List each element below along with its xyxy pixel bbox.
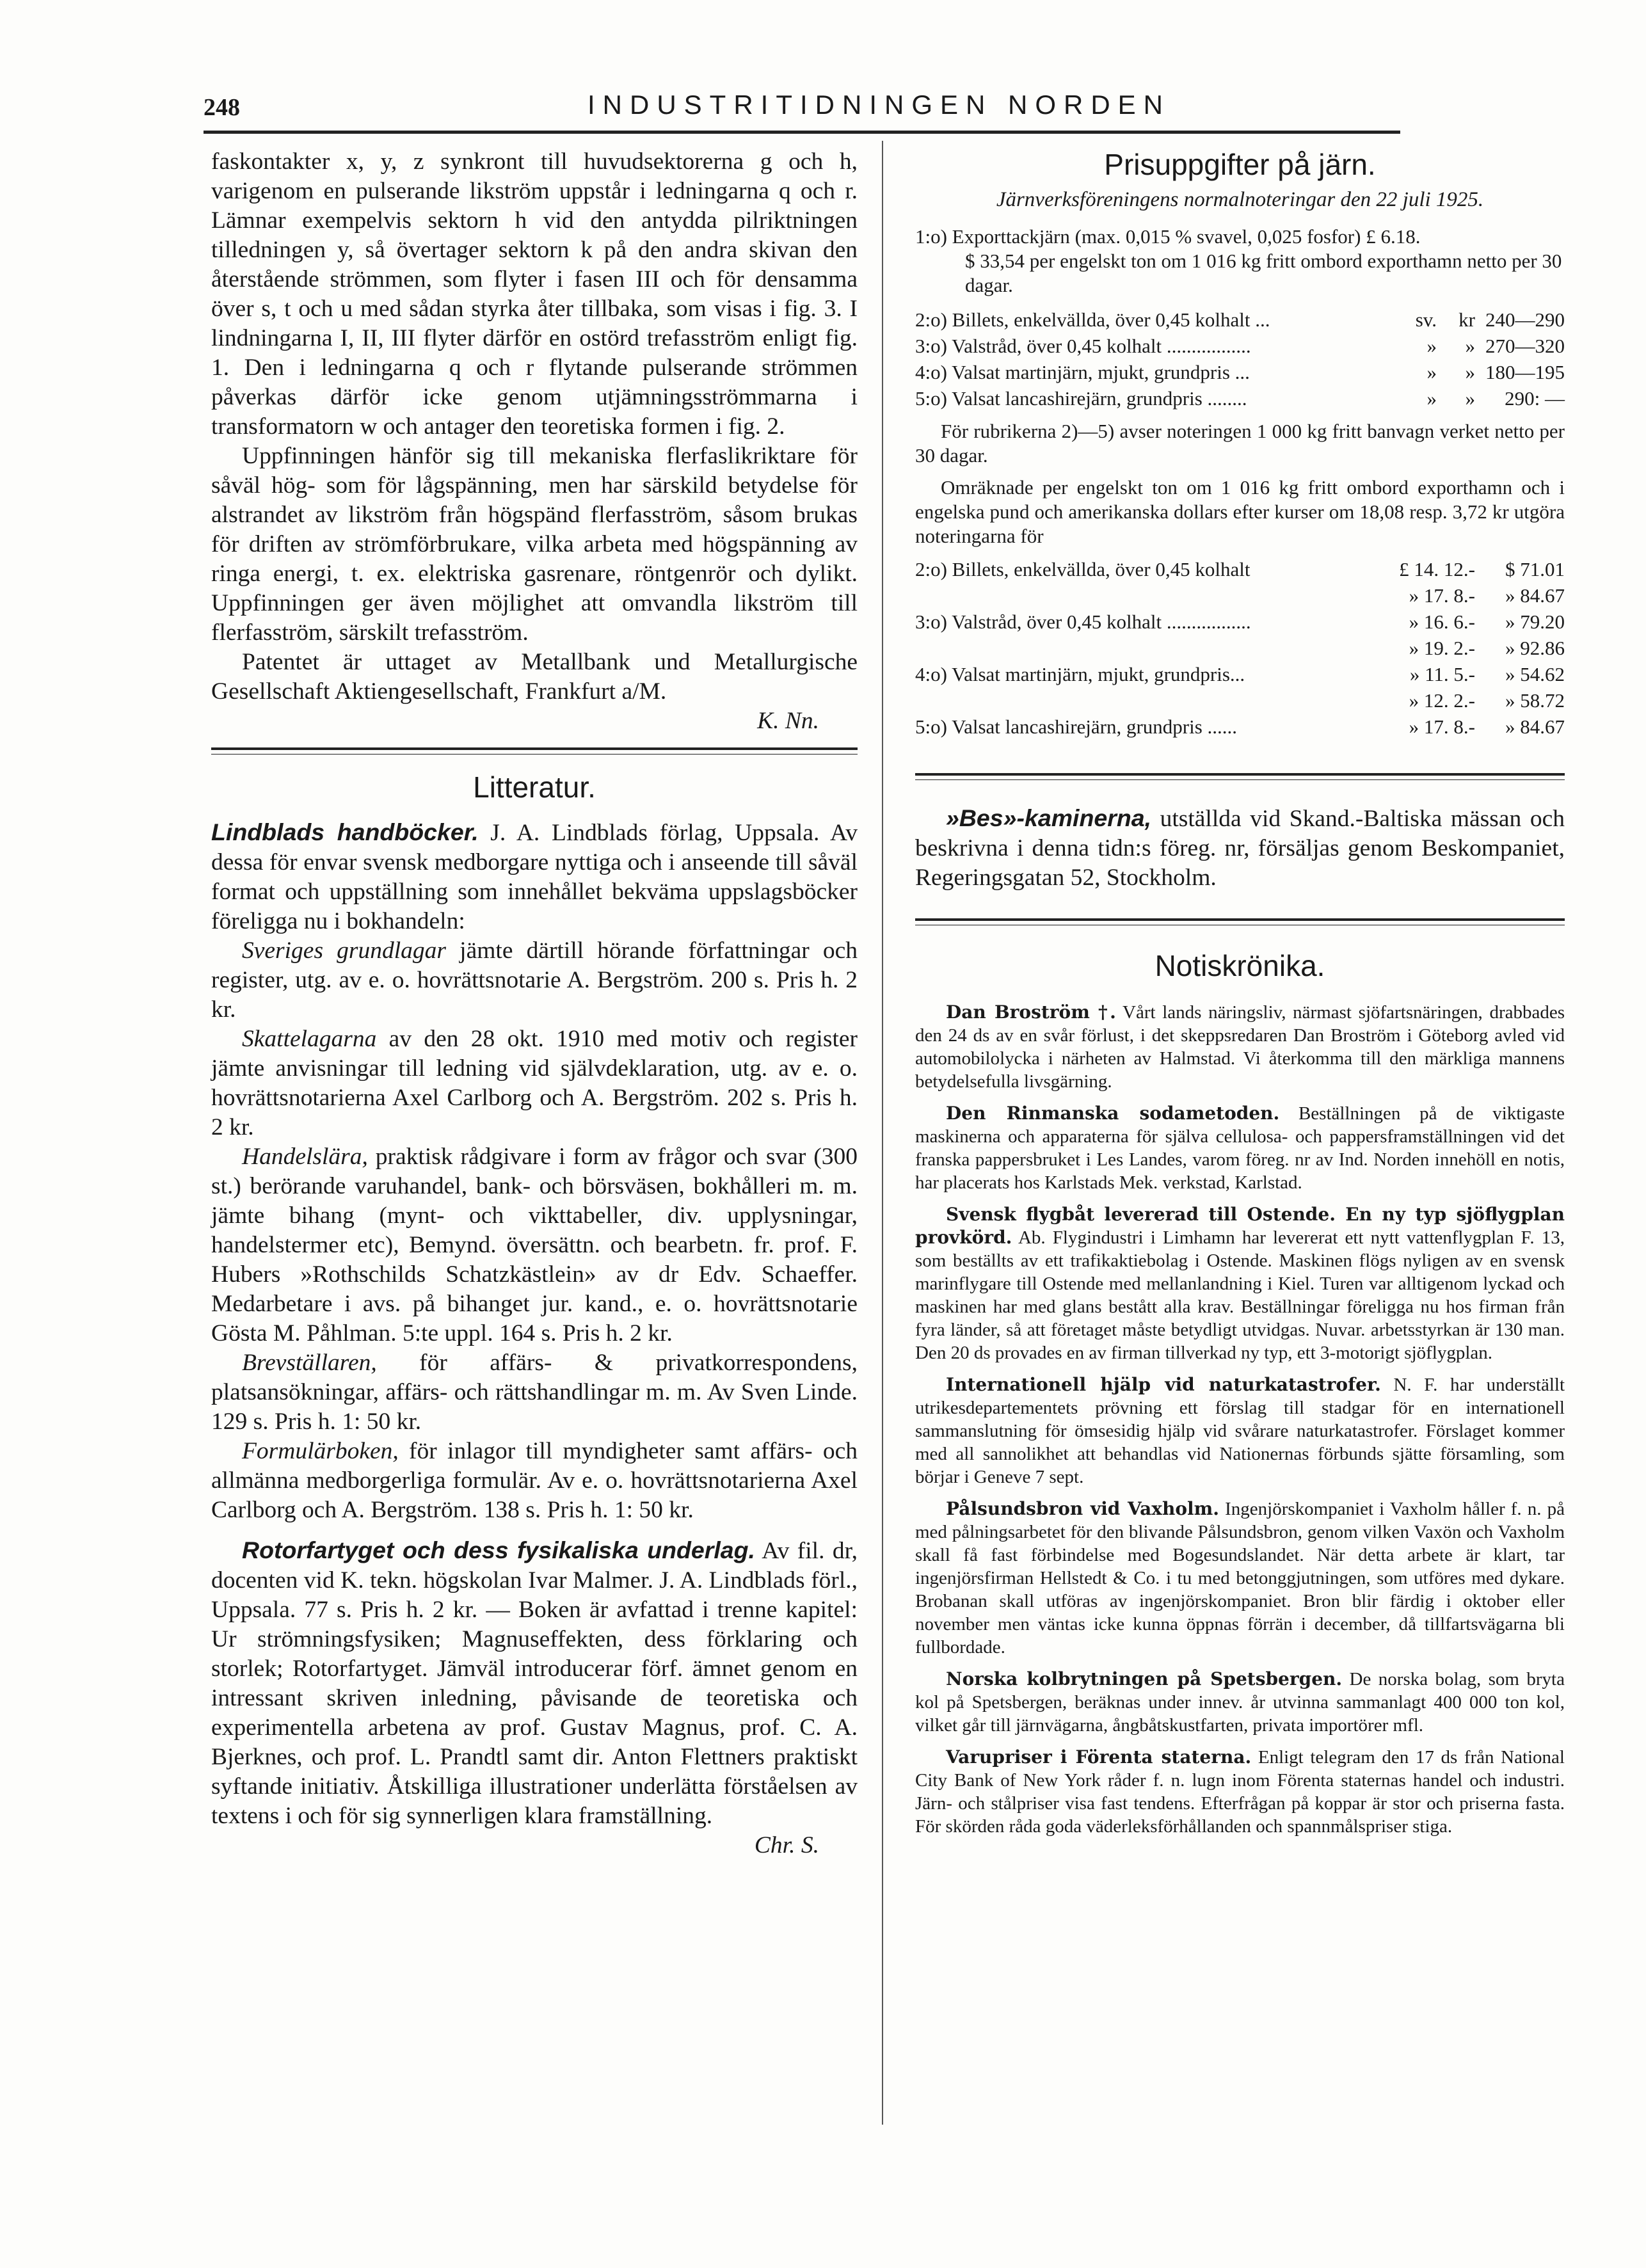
section-rule (915, 773, 1565, 780)
notice-text: Beställningen på de viktigaste maskinerna och apparaterna för själva cellulosa- och pappersframställningen vid det franska pappersbruket i Les Landes, varom föreg. nr av Ind. Norden innehöll en notis, har placerats hos Karlstads Mek. verkstad, Karlstad. (915, 1103, 1565, 1193)
notice-text: Ingenjörskompaniet i Vaxholm håller f. n. på med pålningsarbetet för den blivande Pålsundsbron, genom vilken Vaxön och Vaxholm skall få fast förbindelse med Bogesundslandet. När detta arbete är klart, tar ingenjörsfirman Hellstedt & Co. i tu med betonggjutningen, som utföres med dykare. Brobanan skall utföras av ingenjörskompaniet. Bron blir färdig i oktober eller november men väntas icke kunna öppnas förrän i december, då tillfartsvägarna bli fullbordade. (915, 1499, 1565, 1657)
book-entry (211, 1142, 858, 1348)
rotor-title: Rotorfartyget och dess fysikaliska underlag. (242, 1537, 755, 1563)
export-line-2: $ 33,54 per engelskt ton om 1 016 kg fritt ombord exporthamn netto per 30 dagar. (965, 250, 1562, 296)
book-text: för inlagor till myndigheter samt affärs- och allmänna medborgerliga formulär. Av e. o. hovrättsnotarierna Axel Carlborg och A. Bergström. 138 s. Pris h. 1: 50 kr. (211, 1438, 858, 1523)
price-table-gbp-usd (915, 556, 1565, 740)
notice-item (915, 1668, 1565, 1737)
page-number: 248 (204, 94, 240, 121)
notice-title: Pålsundsbron vid Vaxholm. (946, 1498, 1219, 1519)
rotor-text: Av fil. dr, docenten vid K. tekn. högskolan Ivar Malmer. J. A. Lindblads förl., Uppsala. 77 s. Pris h. 2 kr. — Boken är avfattad i trenne kapitel: Ur strömningsfysiken; Magnuseffekten, dess förklaring och storlek; Rotorfartyget. Jämväl introducerar förf. ämnet genom en intressant skriven inledning, påvisande de teoretiska och experimentella arbetena av prof. Gustav Magnus, prof. C. A. Bjerknes, och prof. L. Prandtl samt dir. Anton Flettners praktiskt syftande initiativ. Åtskilliga illustrationer underlätta förståelsen av textens i och för sig synnerligen klara framställning. (211, 1538, 858, 1829)
section-rule (211, 747, 858, 755)
right-column (915, 147, 1565, 1847)
book-text: praktisk rådgivare i form av frågor och svar (300 st.) berörande varuhandel, bank- och börsväsen, bokhålleri m. m. jämte bihang (mynt- och vikttabeller, div. upplysningar, handelstermer etc), Bemynd. översättn. och bearbetn. fr. prof. F. Hubers »Rothschilds Schatzkästlein» av dr Edv. Schaeffer. Medarbetare i avs. på bihanget jur. kand., e. o. hovrättsnotarie Gösta M. Påhlman. 5:te uppl. 164 s. Pris h. 2 kr. (211, 1144, 858, 1346)
left-column (211, 147, 858, 1860)
table-row: 5:o) Valsat lancashirejärn, grundpris ...... » 17. 8.- » 84.67 (915, 715, 1565, 738)
patent-paragraph-3: Patentet är uttaget av Metallbank und Metallurgische Gesellschaft Aktiengesellschaft, Frankfurt a/M. (211, 649, 858, 705)
bes-notice (915, 803, 1565, 893)
rotor-entry (211, 1535, 858, 1831)
book-text: av den 28 okt. 1910 med motiv och register jämte anvisningar till ledning vid självdeklaration, utg. av e. o. hovrättsnotarierna Axel Carlborg och A. Bergström. 202 s. Pris h. 2 kr. (211, 1026, 858, 1140)
patent-signature: K. Nn. (757, 708, 819, 734)
notice-text: Enligt telegram den 17 ds från National City Bank of New York råder f. n. lugn inom Förenta staternas handel och industri. Järn- och stålpriser visa fast tendens. Efterfrågan på koppar är stor och priserna fasta. För skörden råda goda väderleksförhållanden och spannmålspriser stiga. (915, 1747, 1565, 1837)
book-entry (211, 1437, 858, 1525)
notis-heading: Notiskrönika. (1155, 949, 1325, 982)
litteratur-heading: Litteratur. (473, 771, 596, 804)
table-row: 4:o) Valsat martinjärn, mjukt, grundpris ... » » 180—195 (915, 361, 1565, 383)
book-entry (211, 1348, 858, 1437)
table-row: » 12. 2.- » 58.72 (1409, 689, 1565, 712)
export-line-1: 1:o) Exporttackjärn (max. 0,015 % svavel, 0,025 fosfor) £ 6.18. (915, 225, 1421, 248)
pris-heading: Prisuppgifter på järn. (1104, 148, 1376, 181)
rotor-signature: Chr. S. (754, 1832, 819, 1858)
lindblad-title: Lindblads handböcker. (211, 819, 479, 845)
header-rule (204, 131, 1400, 134)
notice-item (915, 1203, 1565, 1364)
section-rule (915, 918, 1565, 925)
pris-note-1: För rubrikerna 2)—5) avser noteringen 1 000 kg fritt banvagn verket netto per 30 dagar. (915, 420, 1565, 467)
notice-text: N. F. har underställt utrikesdepartementets prövning ett förslag till stadgar för en internationell sammanslutning för ömsesidig hjälp vid svårare naturkatastrofer. Förslaget kommer med all sannolikhet att behandlas vid Nationernas förbunds sjätte församling, som börjar i Geneve 7 sept. (915, 1375, 1565, 1487)
notice-title: Den Rinmanska sodametoden. (946, 1103, 1280, 1124)
table-row: 2:o) Billets, enkelvällda, över 0,45 kolhalt £ 14. 12.- $ 71.01 (915, 558, 1565, 580)
patent-paragraph-1: faskontakter x, y, z synkront till huvudsektorerna g och h, varigenom en pulserande likström uppstår i ledningarna q och r. Lämnar exempelvis sektorn h vid den antydda pilriktningen tilledningen y, så övertager sektorn k på den andra skivan den återstående strömmen, som flyter i fasen III och för densamma över s, t och u med sådan styrka åter tillbaka, som visas i fig. 3. I lindningarna I, II, III flyter därför en ostörd trefasström enligt fig. 1. Den i ledningarna q och r flytande pulserande strömmen påverkas därför icke genom utjämningsströmmarna i transformatorn w och antager den teoretiska formen i fig. 2. (211, 148, 858, 440)
journal-title: INDUSTRITIDNINGEN NORDEN (587, 90, 1171, 120)
book-title: Handelslära, (242, 1144, 368, 1170)
column-divider (882, 141, 883, 2125)
notice-title: Internationell hjälp vid naturkatastrofer. (946, 1374, 1381, 1395)
table-row: 5:o) Valsat lancashirejärn, grundpris ........ » » 290: — (915, 387, 1565, 410)
bes-title: »Bes»-kaminerna, (946, 804, 1152, 831)
notice-text: Ab. Flygindustri i Limhamn har levererat ett nytt vattenflygplan F. 13, som beställts av ett trafikaktiebolag i Ostende. Maskinen flögs nyligen av en svensk marinflygare till Ostende med mellanlandning i Kiel. Turen var alltigenom lyckad och maskinen har med glans bestått alla krav. Beställningar föreligga nu hos firman från fyra länder, så att företaget måste betydligt utvidgas. Nuvar. arbetsstyrkan är 130 man. Den 20 ds provades en av firman tillverkad ny typ, ett 3-motorigt sjöflygplan. (915, 1227, 1565, 1363)
notice-text: De norska bolag, som bryta kol på Spetsbergen, beräknas under innev. år utvinna sammanlagt 400 000 ton kol, vilket går till järnvägarna, ångbåtskustfarten, privata importörer mfl. (915, 1669, 1565, 1736)
table-row: » 17. 8.- » 84.67 (1409, 584, 1565, 607)
notice-text: Vårt lands näringsliv, närmast sjöfartsnäringen, drabbades den 24 ds av en svår förlust, i det skeppsredaren Dan Broström i Göteborg avled vid automobilolycka i närheten av Halmstad. Vi återkomma till den märkliga mannens betydelsefulla livsgärning. (915, 1002, 1565, 1092)
lindblad-text: J. A. Lindblads förlag, Uppsala. Av dessa för envar svensk medborgare nyttiga och i anseende till såväl format och uppställning som innehållet bekväma uppslagsböcker föreligga nu i bokhandeln: (211, 820, 858, 934)
book-text: jämte därtill hörande författningar och register, utg. av e. o. hovrättsnotarie A. Bergström. 200 s. Pris h. 2 kr. (211, 938, 858, 1023)
book-entry (211, 1025, 858, 1142)
notice-title: Varupriser i Förenta staterna. (946, 1746, 1252, 1768)
table-row: 2:o) Billets, enkelvällda, över 0,45 kolhalt ... sv. kr 240—290 (915, 308, 1565, 331)
notice-title: Svensk flygbåt levererad till Ostende. En ny typ sjöflygplan provkörd. (915, 1204, 1565, 1248)
book-entry (211, 936, 858, 1025)
book-title: Sveriges grundlagar (242, 938, 447, 964)
notice-title: Dan Broström †. (946, 1002, 1116, 1023)
book-title: Brevställaren, (242, 1350, 377, 1376)
notice-title: Norska kolbrytningen på Spetsbergen. (946, 1668, 1343, 1689)
lindblad-entry (211, 817, 858, 936)
table-row: 3:o) Valstråd, över 0,45 kolhalt ................. » » 270—320 (915, 335, 1565, 357)
table-row: » 19. 2.- » 92.86 (1409, 637, 1565, 659)
table-row: 4:o) Valsat martinjärn, mjukt, grundpris... » 11. 5.- » 54.62 (915, 663, 1565, 685)
notice-item (915, 1497, 1565, 1659)
notice-item (915, 1001, 1565, 1093)
book-text: för affärs- & privatkorrespondens, platsansökningar, affärs- och rättshandlingar m. m. Av Sven Linde. 129 s. Pris h. 1: 50 kr. (211, 1350, 858, 1435)
pris-subtitle: Järnverksföreningens normalnoteringar den 22 juli 1925. (996, 188, 1484, 211)
price-table-sek (915, 307, 1565, 411)
notice-item (915, 1102, 1565, 1194)
notice-item (915, 1746, 1565, 1838)
notice-item (915, 1373, 1565, 1489)
bes-text: utställda vid Skand.-Baltiska mässan och beskrivna i denna tidn:s föreg. nr, försäljas genom Beskompaniet, Regeringsgatan 52, Stockholm. (915, 806, 1565, 891)
patent-paragraph-2: Uppfinningen hänför sig till mekaniska flerfaslikriktare för såväl hög- som för lågspänning, men har särskild betydelse för alstrandet av likström från högspänd flerfasström, såsom brukas för driften av strömförbrukare, vilka arbeta med högspänning av ringa energi, t. ex. elektriska gasrenare, röntgenrör och dylikt. Uppfinningen ger även möjlighet att omvandla likström till flerfasström, särskilt trefasström. (211, 443, 858, 646)
table-row: 3:o) Valstråd, över 0,45 kolhalt ................. » 16. 6.- » 79.20 (915, 611, 1565, 633)
book-title: Formulärboken, (242, 1438, 399, 1464)
pris-note-2: Omräknade per engelskt ton om 1 016 kg fritt ombord exporthamn och i engelska pund och amerikanska dollars efter kurser om 18,08 resp. 3,72 kr utgöra noteringarna för (915, 476, 1565, 547)
running-header (204, 90, 1227, 134)
book-title: Skattelagarna (242, 1026, 377, 1052)
